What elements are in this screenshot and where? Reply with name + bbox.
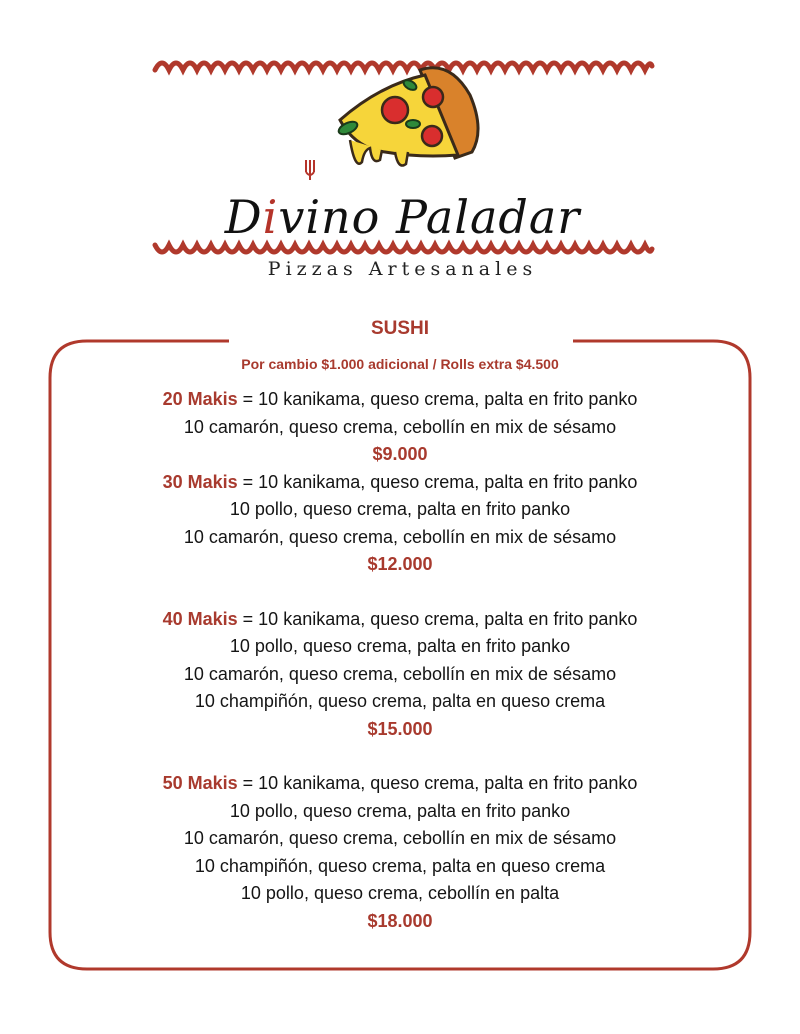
menu-item-line <box>60 633 740 661</box>
menu-item-line <box>60 386 740 414</box>
menu-list <box>60 386 740 935</box>
pizza-slice <box>306 68 478 180</box>
menu-item-description: 10 champiñón, queso crema, palta en queso crema <box>194 691 606 711</box>
menu-item-description: 10 camarón, queso crema, cebollín en mix de sésamo <box>183 526 617 547</box>
brand-name <box>150 190 655 244</box>
menu-item-quantity: 40 Makis <box>162 608 238 629</box>
brand-logo <box>150 40 655 280</box>
menu-item-description: 10 kanikama, queso crema, palta en frito panko <box>258 608 638 629</box>
brand-name-initial: D <box>224 190 263 244</box>
menu-item-description: 10 camarón, queso crema, cebollín en mix de sésamo <box>183 828 617 848</box>
menu-item-line <box>60 496 740 524</box>
menu-item-line <box>60 688 740 716</box>
menu-item-description: 10 kanikama, queso crema, palta en frito panko <box>258 389 638 409</box>
menu-item-line <box>60 469 740 497</box>
menu-item <box>60 386 740 469</box>
menu-item-line <box>60 661 740 689</box>
menu-item-description: 10 pollo, queso crema, cebollín en palta <box>240 883 560 903</box>
menu-item-description: 10 kanikama, queso crema, palta en frito panko <box>258 773 638 793</box>
menu-item-description: 10 kanikama, queso crema, palta en frito panko <box>258 471 638 492</box>
menu-item-price: $15.000 <box>367 718 433 739</box>
menu-item-price: $18.000 <box>367 910 433 931</box>
brand-name-rest: vino Paladar <box>278 190 581 244</box>
menu-item-description: 10 pollo, queso crema, palta en frito panko <box>229 499 571 519</box>
section-subtitle: Por cambio $1.000 adicional / Rolls extra $4.500 <box>241 356 559 372</box>
top-wave-border <box>155 63 652 70</box>
equals-sign: = <box>237 608 259 629</box>
menu-item-line <box>60 853 740 881</box>
brand-tagline: Pizzas Artesanales <box>267 258 538 280</box>
menu-item-description: 10 pollo, queso crema, palta en frito panko <box>229 636 571 656</box>
menu-item-line <box>60 414 740 442</box>
menu-item-price: $9.000 <box>372 444 428 464</box>
equals-sign: = <box>237 471 259 492</box>
menu-item-quantity: 50 Makis <box>162 773 238 793</box>
menu-item <box>60 770 740 935</box>
menu-item-price: $12.000 <box>367 554 433 574</box>
menu-item-line <box>60 770 740 798</box>
equals-sign: = <box>237 773 259 793</box>
menu-item-line <box>60 524 740 552</box>
menu-item-description: 10 champiñón, queso crema, palta en queso crema <box>194 855 606 876</box>
menu-item-description: 10 camarón, queso crema, cebollín en mix de sésamo <box>183 663 617 684</box>
bottom-wave-border <box>155 245 652 252</box>
menu-item-quantity: 30 Makis <box>162 471 238 492</box>
menu-item-description: 10 pollo, queso crema, palta en frito panko <box>229 800 571 821</box>
menu-item <box>60 469 740 579</box>
menu-item-description: 10 camarón, queso crema, cebollín en mix de sésamo <box>183 416 617 437</box>
menu-item-line <box>60 880 740 908</box>
menu-item-line <box>60 798 740 826</box>
menu-item <box>60 606 740 744</box>
menu-item-line <box>60 825 740 853</box>
brand-name-accent-letter: i <box>262 190 279 244</box>
equals-sign: = <box>237 389 259 409</box>
section-title: SUSHI <box>370 318 430 339</box>
menu-item-line <box>60 606 740 634</box>
menu-item-quantity: 20 Makis <box>162 389 238 409</box>
